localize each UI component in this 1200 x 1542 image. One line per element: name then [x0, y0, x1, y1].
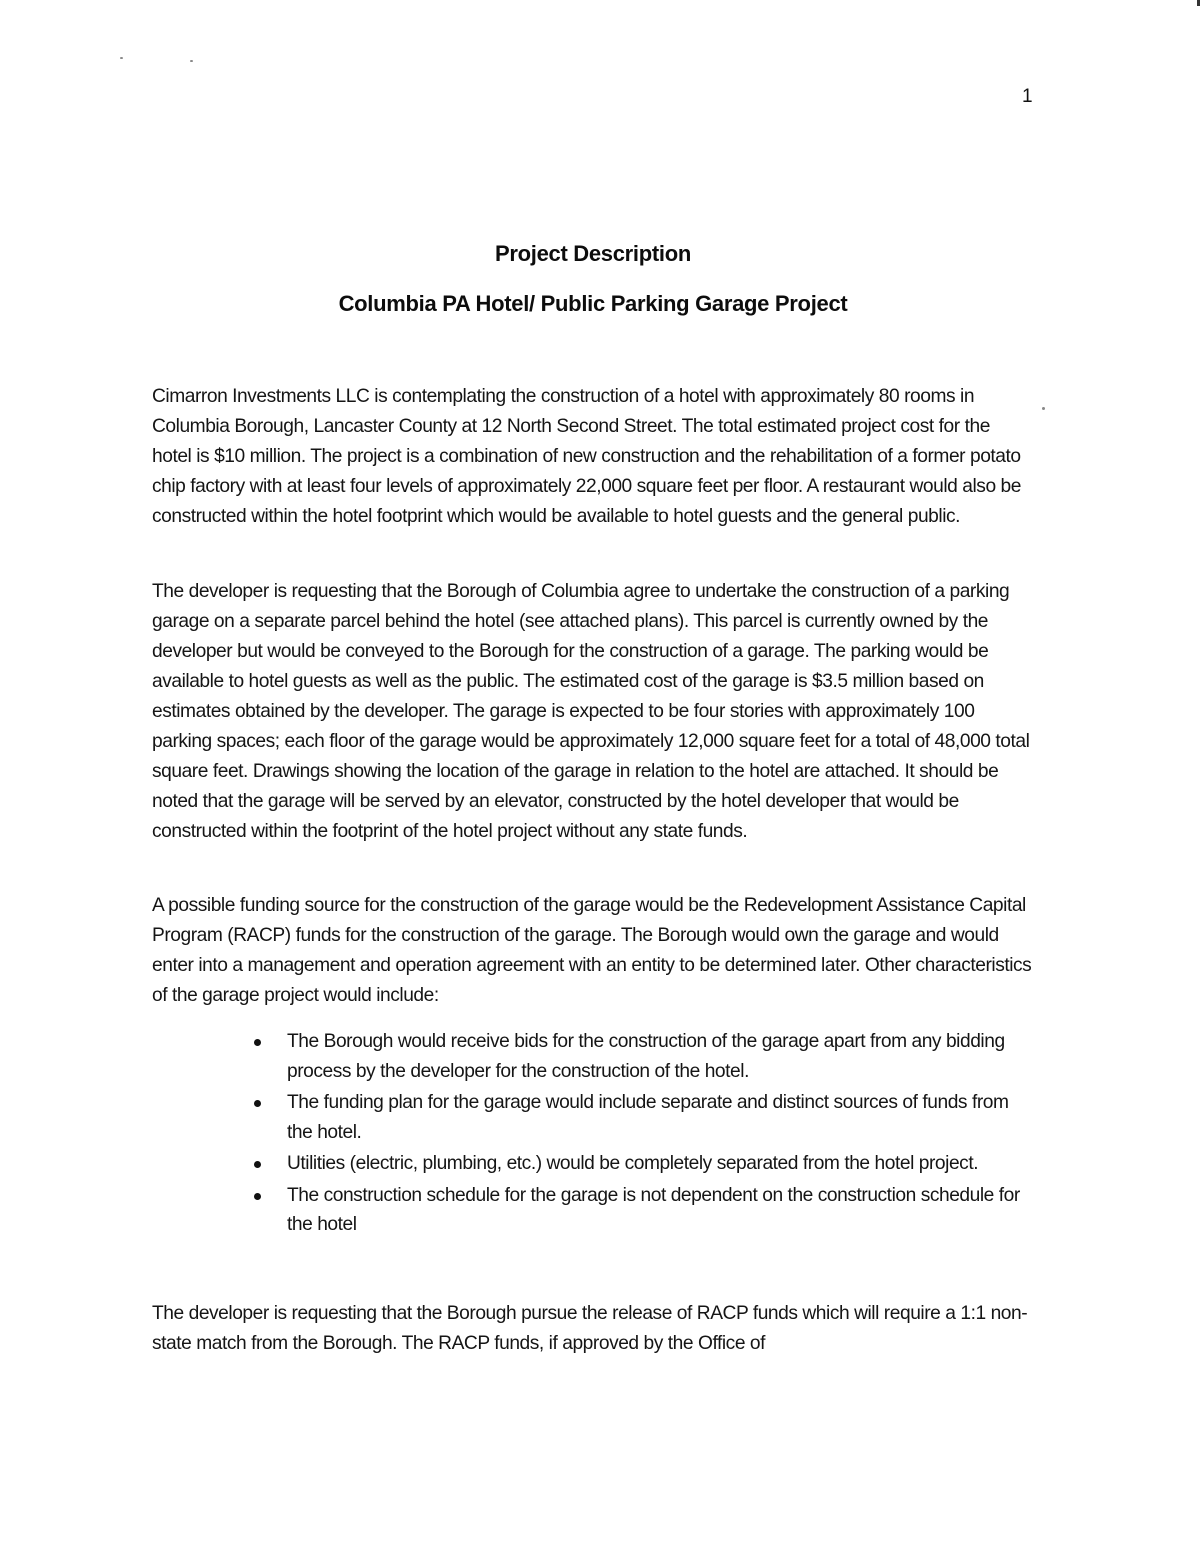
- list-item: [248, 1181, 1028, 1240]
- scan-speck: [1042, 407, 1045, 410]
- bullet-icon: [254, 1039, 261, 1046]
- paragraph-garage-request: The developer is requesting that the Borough of Columbia agree to undertake the construction of a parking garage on a separate parcel behind the hotel (see attached plans). This parcel is currently owned by the developer but would be conveyed to the Borough for the construction of a garage. The parking would be available to hotel guests as well as the public. The estimated cost of the garage is $3.5 million based on estimates obtained by the developer. The garage is expected to be four stories with approximately 100 parking spaces; each floor of the garage would be approximately 12,000 square feet for a total of 48,000 total square feet. Drawings showing the location of the garage in relation to the hotel are attached. It should be noted that the garage will be served by an elevator, constructed by the hotel developer that would be constructed within the footprint of the hotel project without any state funds.: [152, 581, 1030, 842]
- document-subtitle: Columbia PA Hotel/ Public Parking Garage Project: [338, 291, 848, 316]
- paragraph-hotel-overview: Cimarron Investments LLC is contemplating the construction of a hotel with approximately 80 rooms in Columbia Borough, Lancaster County at 12 North Second Street. The total estimated project cost for the hotel is $10 million. The project is a combination of new construction and the rehabilitation of a former potato chip factory with at least four levels of approximately 22,000 square feet per floor. A restaurant would also be constructed within the hotel footprint which would be available to hotel guests and the general public.: [152, 386, 1021, 527]
- garage-characteristics-list: [248, 1027, 1028, 1242]
- document-title: Project Description: [494, 241, 692, 266]
- scan-speck: [190, 60, 193, 62]
- list-item-text: The funding plan for the garage would include separate and distinct sources of funds from the hotel.: [287, 1092, 1009, 1143]
- list-item-text: The construction schedule for the garage is not dependent on the construction schedule for the hotel: [287, 1184, 1020, 1235]
- bullet-icon: [254, 1100, 261, 1107]
- page-number: 1: [1022, 86, 1033, 107]
- scan-speck: [120, 57, 123, 59]
- list-item-text: The Borough would receive bids for the construction of the garage apart from any bidding process by the developer for the construction of the hotel.: [287, 1031, 1005, 1082]
- list-item-text: Utilities (electric, plumbing, etc.) would be completely separated from the hotel project.: [287, 1153, 979, 1174]
- paragraph-racp-release: The developer is requesting that the Borough pursue the release of RACP funds which will require a 1:1 non-state match from the Borough. The RACP funds, if approved by the Office of: [152, 1303, 1028, 1354]
- list-item: [248, 1088, 1028, 1147]
- bullet-icon: [254, 1193, 261, 1200]
- list-item: [248, 1149, 1028, 1179]
- list-item: [248, 1027, 1028, 1086]
- paragraph-funding-source: A possible funding source for the construction of the garage would be the Redevelopment Assistance Capital Program (RACP) funds for the construction of the garage. The Borough would own the garage and would enter into a management and operation agreement with an entity to be determined later. Other characteristics of the garage project would include:: [152, 895, 1032, 1006]
- bullet-icon: [254, 1161, 261, 1168]
